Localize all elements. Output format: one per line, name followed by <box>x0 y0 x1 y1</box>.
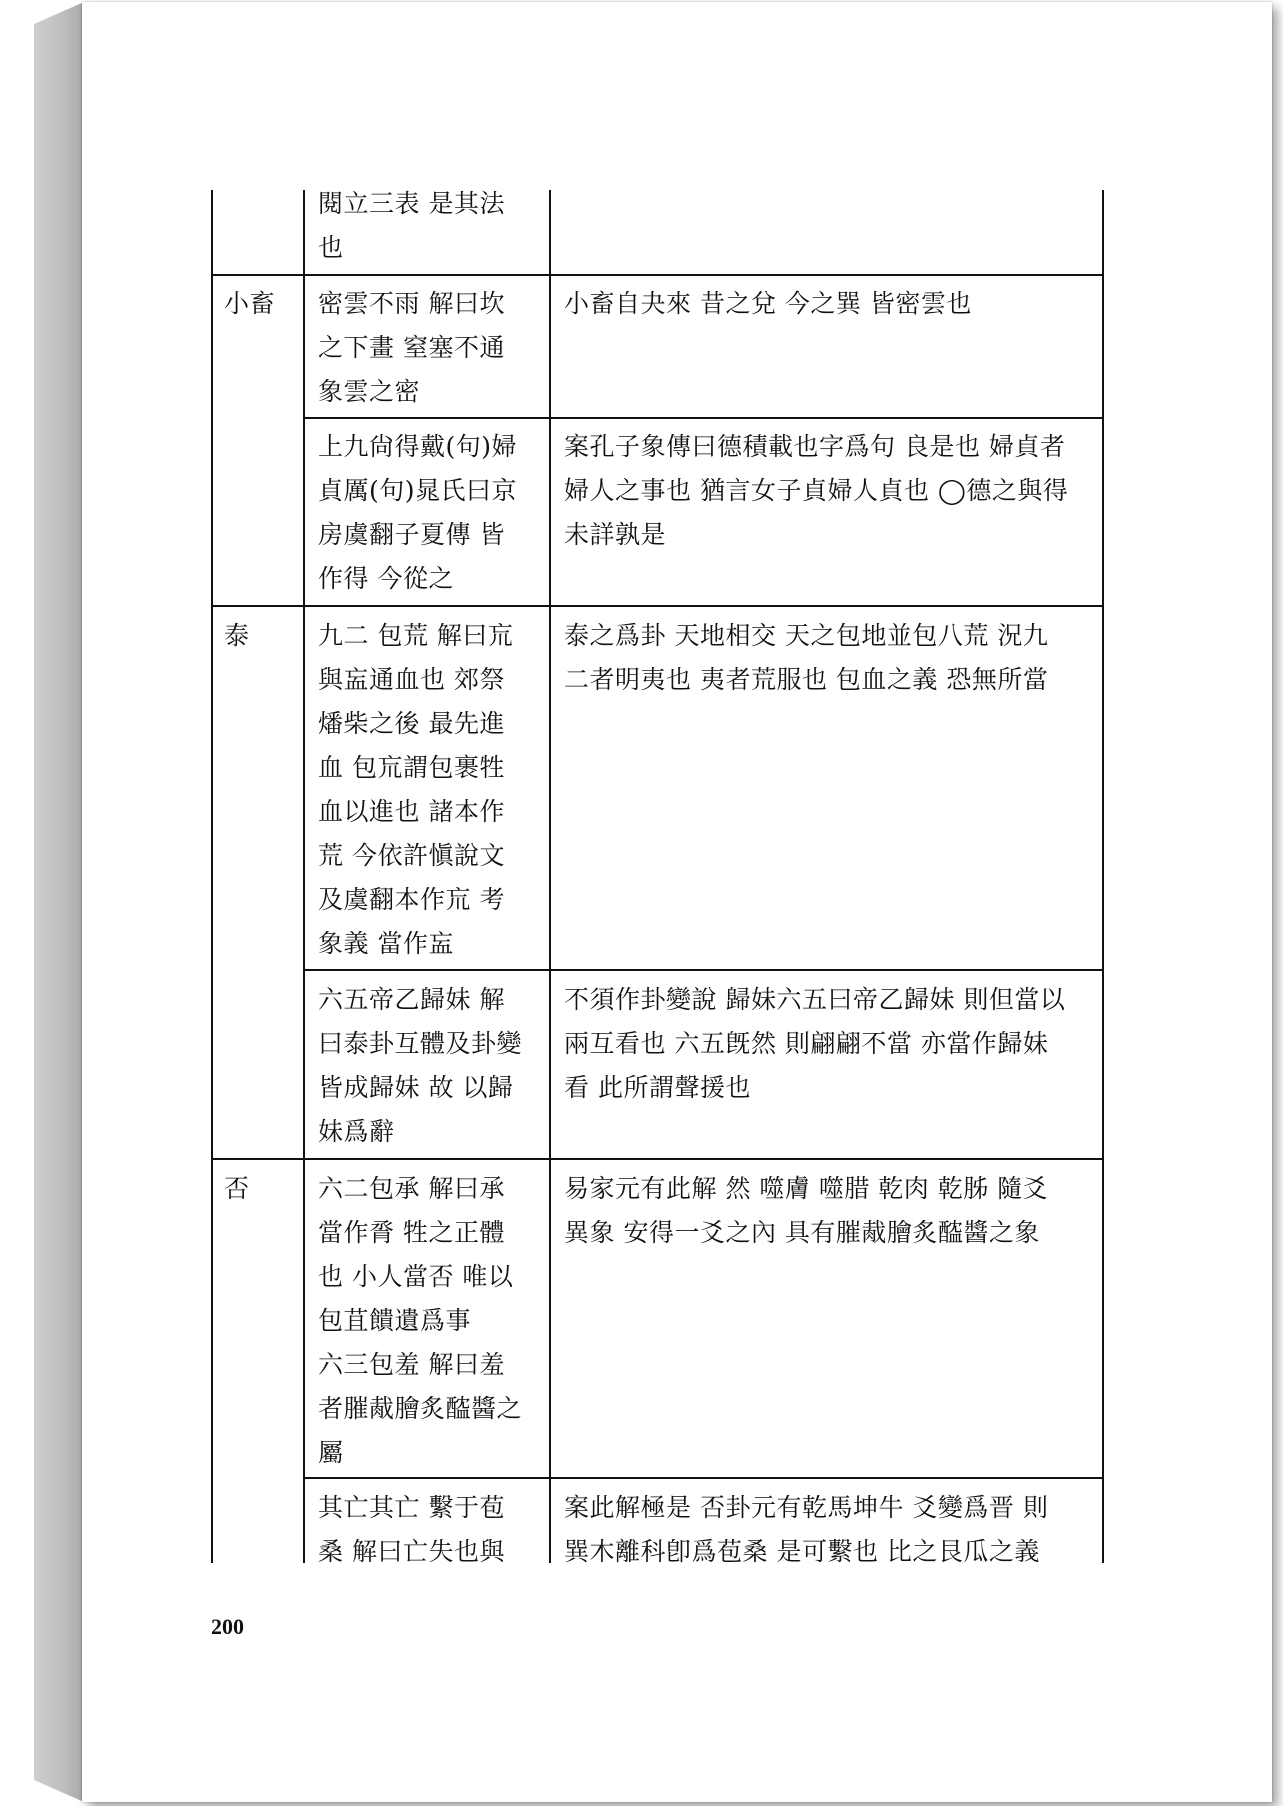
row-divider-full <box>211 1158 1104 1160</box>
note-line: 易家元有此解 然 噬膚 噬腊 乾肉 乾胏 隨爻 <box>564 1174 1049 1203</box>
note-line: 泰之爲卦 天地相交 天之包地並包八荒 況九 <box>564 621 1049 650</box>
row-divider-partial <box>303 969 1104 971</box>
note-line: 案此解極是 否卦元有乾馬坤牛 爻變爲晋 則 <box>564 1493 1049 1522</box>
row-2-text <box>318 425 517 601</box>
row-5-label: 否 <box>224 1174 250 1203</box>
text-line: 貞厲(句)晁氏曰京 <box>318 476 518 505</box>
text-line: 荒 今依許愼說文 <box>318 841 505 870</box>
text-line: 血以進也 諸本作 <box>318 797 505 826</box>
row-4-text <box>318 978 522 1154</box>
text-line: 六二包承 解曰承 <box>318 1174 505 1203</box>
text-line: 燔柴之後 最先進 <box>318 709 505 738</box>
text-line: 也 <box>318 233 344 262</box>
text-line: 包苴饋遺爲事 <box>318 1306 472 1335</box>
column-divider-1 <box>303 190 305 1563</box>
text-line: 當作脀 牲之正體 <box>318 1218 505 1247</box>
note-line: 小畜自夬來 昔之兌 今之巽 皆密雲也 <box>564 289 972 318</box>
row-0-text <box>318 182 505 270</box>
row-divider-partial <box>303 1477 1104 1479</box>
row-2-note <box>564 425 1068 557</box>
row-divider-full <box>211 605 1104 607</box>
text-line: 九二 包荒 解曰巟 <box>318 621 514 650</box>
text-line: 象雲之密 <box>318 377 421 406</box>
text-line: 之下畫 窒塞不通 <box>318 333 505 362</box>
text-line: 其亡其亡 繫于苞 <box>318 1493 505 1522</box>
text-line: 桑 解曰亡失也與 <box>318 1537 505 1566</box>
text-line: 象義 當作衁 <box>318 929 454 958</box>
row-divider-partial <box>303 417 1104 419</box>
text-line: 曰泰卦互體及卦變 <box>318 1029 523 1058</box>
note-line: 案孔子象傳曰德積載也字爲句 良是也 婦貞者 <box>564 432 1066 461</box>
row-6-note <box>564 1486 1048 1574</box>
row-3-note <box>564 614 1048 702</box>
row-3-text <box>318 614 513 966</box>
book-spine <box>34 2 84 1802</box>
text-line: 與衁通血也 郊祭 <box>318 665 505 694</box>
text-line: 屬 <box>318 1438 344 1467</box>
commentary-table <box>211 189 1104 1566</box>
text-line: 妹爲辭 <box>318 1117 395 1146</box>
note-line: 兩互看也 六五旣然 則翩翩不當 亦當作歸妹 <box>564 1029 1049 1058</box>
row-4-note <box>564 978 1065 1110</box>
row-5-note <box>564 1167 1048 1255</box>
text-line: 及虞翻本作巟 考 <box>318 885 505 914</box>
note-line: 看 此所謂聲援也 <box>564 1073 751 1102</box>
row-1-note <box>564 282 972 326</box>
row-5-text <box>318 1167 522 1475</box>
text-line: 密雲不雨 解曰坎 <box>318 289 505 318</box>
table-right-border <box>1102 190 1104 1563</box>
text-line: 閱立三表 是其法 <box>318 189 505 218</box>
table-left-border <box>211 190 213 1563</box>
text-line: 房虞翻子夏傳 皆 <box>318 520 505 549</box>
note-line: 異象 安得一爻之內 具有膗胾膾炙醓醬之象 <box>564 1218 1040 1247</box>
text-line: 六三包羞 解曰羞 <box>318 1350 505 1379</box>
row-divider-full <box>211 274 1104 276</box>
page-number: 200 <box>211 1614 244 1639</box>
text-line: 作得 今從之 <box>318 564 454 593</box>
note-line: 不須作卦變說 歸妹六五曰帝乙歸妹 則但當以 <box>564 985 1066 1014</box>
text-line: 血 包巟謂包裹牲 <box>318 753 505 782</box>
note-line: 巽木離科卽爲苞桑 是可繫也 比之艮瓜之義 <box>564 1537 1040 1566</box>
row-1-text <box>318 282 505 414</box>
note-line: 婦人之事也 猶言女子貞婦人貞也 ◯德之與得 <box>564 476 1069 505</box>
text-line: 也 小人當否 唯以 <box>318 1262 514 1291</box>
text-line: 六五帝乙歸妹 解 <box>318 985 505 1014</box>
text-line: 皆成歸妹 故 以歸 <box>318 1073 514 1102</box>
text-line: 者膗胾膾炙醓醬之 <box>318 1394 523 1423</box>
row-6-text <box>318 1486 505 1574</box>
row-1-label: 小畜 <box>224 289 276 318</box>
column-divider-2 <box>549 190 551 1563</box>
text-line: 上九尙得戴(句)婦 <box>318 432 518 461</box>
row-3-label: 泰 <box>224 621 250 650</box>
note-line: 二者明夷也 夷者荒服也 包血之義 恐無所當 <box>564 665 1049 694</box>
note-line: 未詳孰是 <box>564 520 667 549</box>
